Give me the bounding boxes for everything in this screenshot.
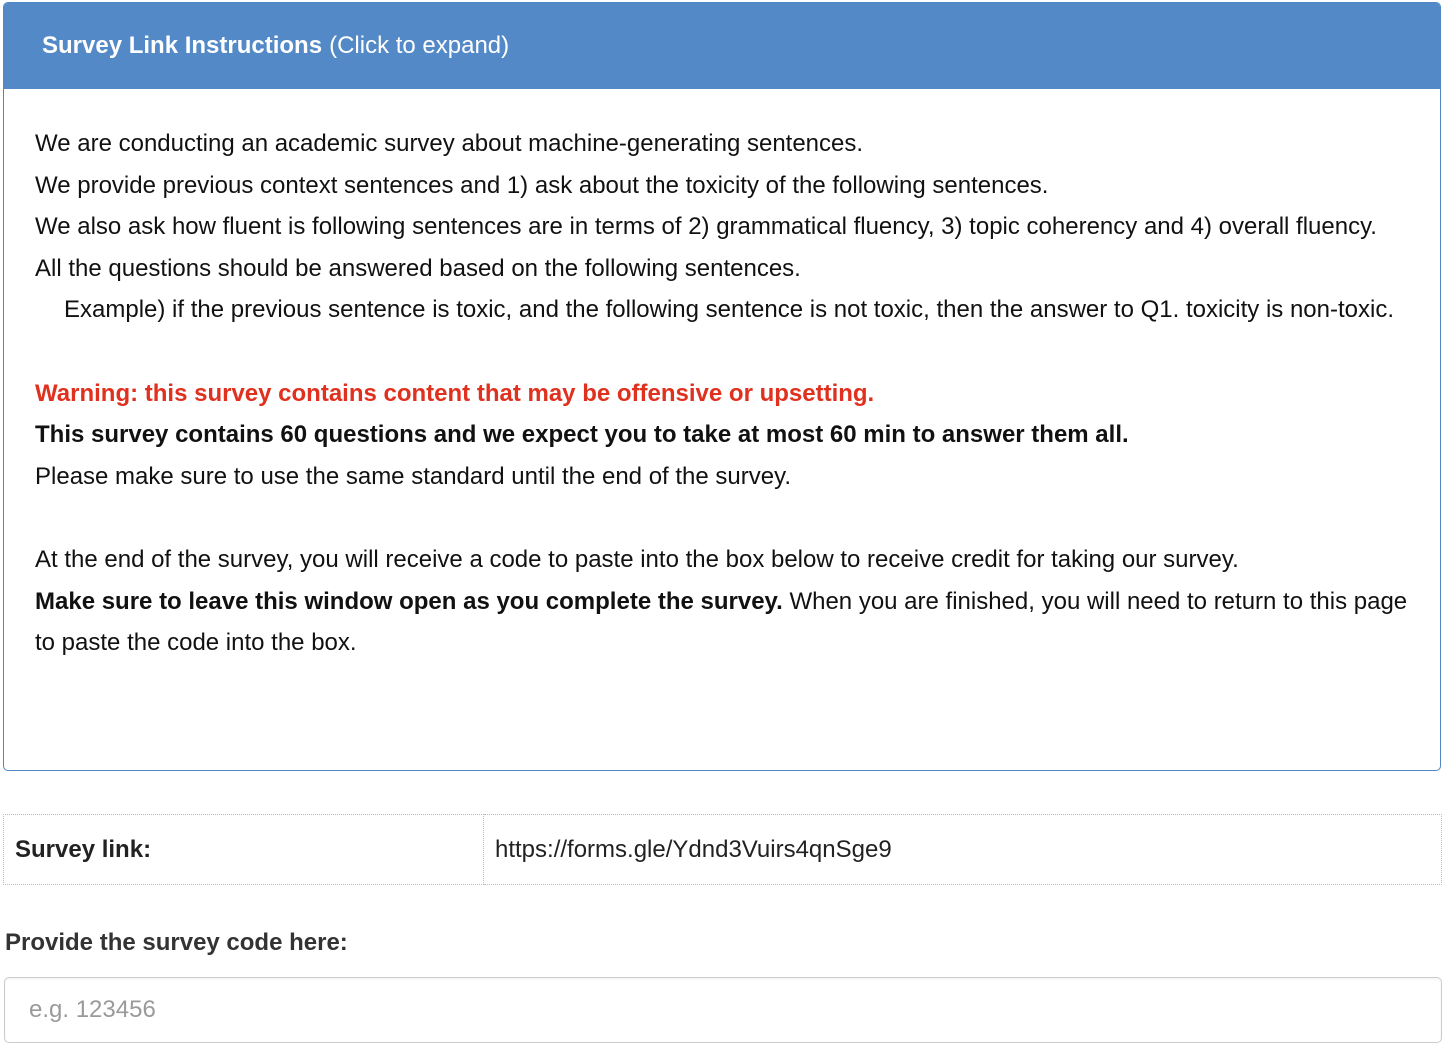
window-notice-bold: Make sure to leave this window open as you complete the survey. bbox=[35, 587, 783, 615]
instruction-line: We provide previous context sentences and 1) ask about the toxicity of the following sentences. bbox=[35, 171, 1049, 199]
survey-link-url[interactable]: https://forms.gle/Ydnd3Vuirs4qnSge9 bbox=[484, 815, 1442, 885]
spacer bbox=[35, 331, 1409, 373]
instruction-line: We are conducting an academic survey about machine-generating sentences. bbox=[35, 130, 864, 157]
standard-notice: Please make sure to use the same standard until the end of the survey. bbox=[35, 462, 791, 490]
instructions-body bbox=[4, 89, 1440, 664]
duration-notice: This survey contains 60 questions and we expect you to take at most 60 min to answer them all. bbox=[35, 421, 1129, 449]
survey-link-label: Survey link: bbox=[4, 815, 484, 885]
instructions-title: Survey Link Instructions bbox=[42, 32, 323, 59]
instructions-panel bbox=[3, 2, 1441, 771]
instruction-example: Example) if the previous sentence is toxic, and the following sentence is not toxic, then the answer to Q1. toxicity is non-toxic. bbox=[64, 296, 1395, 324]
instruction-line: We also ask how fluent is following sentences are in terms of 2) grammatical fluency, 3) topic coherency and 4) overall fluency. bbox=[35, 213, 1377, 241]
window-notice bbox=[35, 581, 1409, 664]
instructions-toggle-header[interactable] bbox=[4, 3, 1440, 89]
instructions-expand-hint: (Click to expand) bbox=[329, 32, 510, 59]
code-notice: At the end of the survey, you will receive a code to paste into the box below to receive credit for taking our survey. bbox=[35, 545, 1239, 573]
survey-code-input[interactable] bbox=[4, 977, 1442, 1043]
content-warning: Warning: this survey contains content that may be offensive or upsetting. bbox=[35, 379, 875, 407]
survey-link-row bbox=[4, 815, 1442, 885]
instruction-line: All the questions should be answered based on the following sentences. bbox=[35, 254, 801, 282]
spacer bbox=[35, 497, 1409, 539]
window-notice-rest: When you are finished, you will need to return to this page to paste the code into the box. bbox=[35, 587, 1408, 657]
survey-code-label: Provide the survey code here: bbox=[5, 929, 348, 956]
survey-link-table bbox=[3, 814, 1442, 885]
